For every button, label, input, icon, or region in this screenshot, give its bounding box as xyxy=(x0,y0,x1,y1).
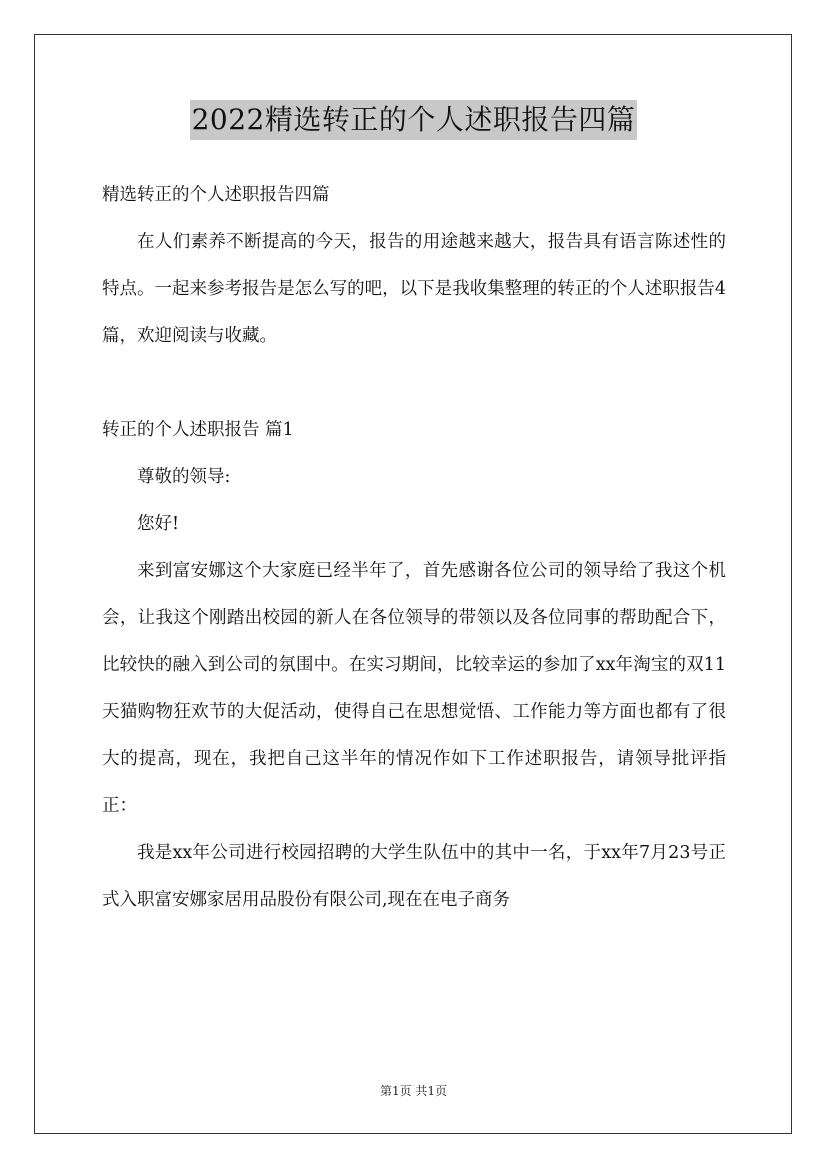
section-gap xyxy=(102,360,726,407)
body-paragraph-1: 来到富安娜这个大家庭已经半年了，首先感谢各位公司的领导给了我这个机会，让我这个刚踏出校园的新人在各位领导的带领以及各位同事的帮助配合下，比较快的融入到公司的氛围中。在实习期间，比较幸运的参加了xx年淘宝的双11天猫购物狂欢节的大促活动，使得自己在思想觉悟、工作能力等方面也都有了很大的提高，现在，我把自己这半年的情况作如下工作述职报告，请领导批评指正： xyxy=(102,561,726,816)
document-body xyxy=(102,172,726,924)
document-subtitle: 精选转正的个人述职报告四篇 xyxy=(102,185,330,205)
page-footer: 第1页 共1页 xyxy=(379,1084,448,1098)
intro-paragraph: 在人们素养不断提高的今天，报告的用途越来越大，报告具有语言陈述性的特点。一起来参考报告是怎么写的吧，以下是我收集整理的转正的个人述职报告4篇，欢迎阅读与收藏。 xyxy=(102,232,726,346)
document-title: 2022精选转正的个人述职报告四篇 xyxy=(190,100,638,140)
greeting: 您好! xyxy=(137,514,180,534)
title-container xyxy=(0,100,827,140)
section-heading: 转正的个人述职报告 篇1 xyxy=(102,420,294,440)
salutation: 尊敬的领导: xyxy=(137,467,231,487)
body-paragraph-2: 我是xx年公司进行校园招聘的大学生队伍中的其中一名，于xx年7月23号正式入职富安娜家居用品股份有限公司,现在在电子商务 xyxy=(102,843,726,910)
